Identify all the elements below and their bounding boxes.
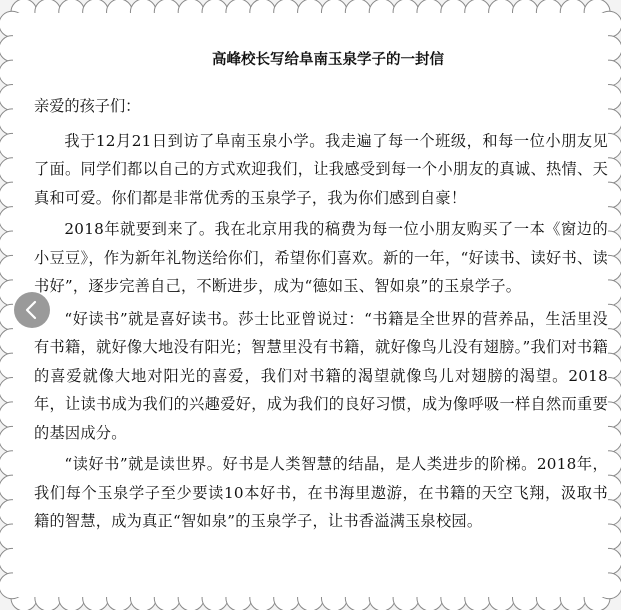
previous-slide-button[interactable]: [14, 292, 50, 328]
letter-paragraph-3: “好读书”就是喜好读书。莎士比亚曾说过：“书籍是全世界的营养品，生活里没有书籍，就好像大地没有阳光；智慧里没有书籍，就好像鸟儿没有翅膀。”我们对书籍的喜爱就像大地对阳光的喜爱，我们对书籍的渴望就像鸟儿对翅膀的渴望。2018年，让读书成为我们的兴趣爱好，成为我们的良好习惯，成为像呼吸一样自然而重要的基因成分。: [34, 309, 608, 442]
letter-paragraph-4: “读好书”就是读世界。好书是人类智慧的结晶，是人类进步的阶梯。2018年，我们每个玉泉学子至少要读10本好书，在书海里遨游，在书籍的天空飞翔，汲取书籍的智慧，成为真正“智如泉”的玉泉学子，让书香溢满玉泉校园。: [34, 455, 608, 530]
letter-body: [34, 44, 608, 539]
letter-greeting: 亲爱的孩子们：: [34, 97, 141, 115]
letter-title: 高峰校长写给阜南玉泉学子的一封信: [212, 52, 444, 68]
letter-paragraph-2: 2018年就要到来了。我在北京用我的稿费为每一位小朋友购买了一本《窗边的小豆豆》，作为新年礼物送给你们，希望你们喜欢。新的一年，“好读书、读好书、读书好”，逐步完善自己，不断进步，成为“德如玉、智如泉”的玉泉学子。: [34, 220, 608, 295]
chevron-left-icon: [14, 292, 50, 328]
letter-paragraph-1: 我于12月21日到访了阜南玉泉小学。我走遍了每一个班级，和每一位小朋友见了面。同学们都以自己的方式欢迎我们，让我感受到每一个小朋友的真诚、热情、天真和可爱。你们都是非常优秀的玉泉学子，我为你们感到自豪！: [34, 131, 608, 207]
